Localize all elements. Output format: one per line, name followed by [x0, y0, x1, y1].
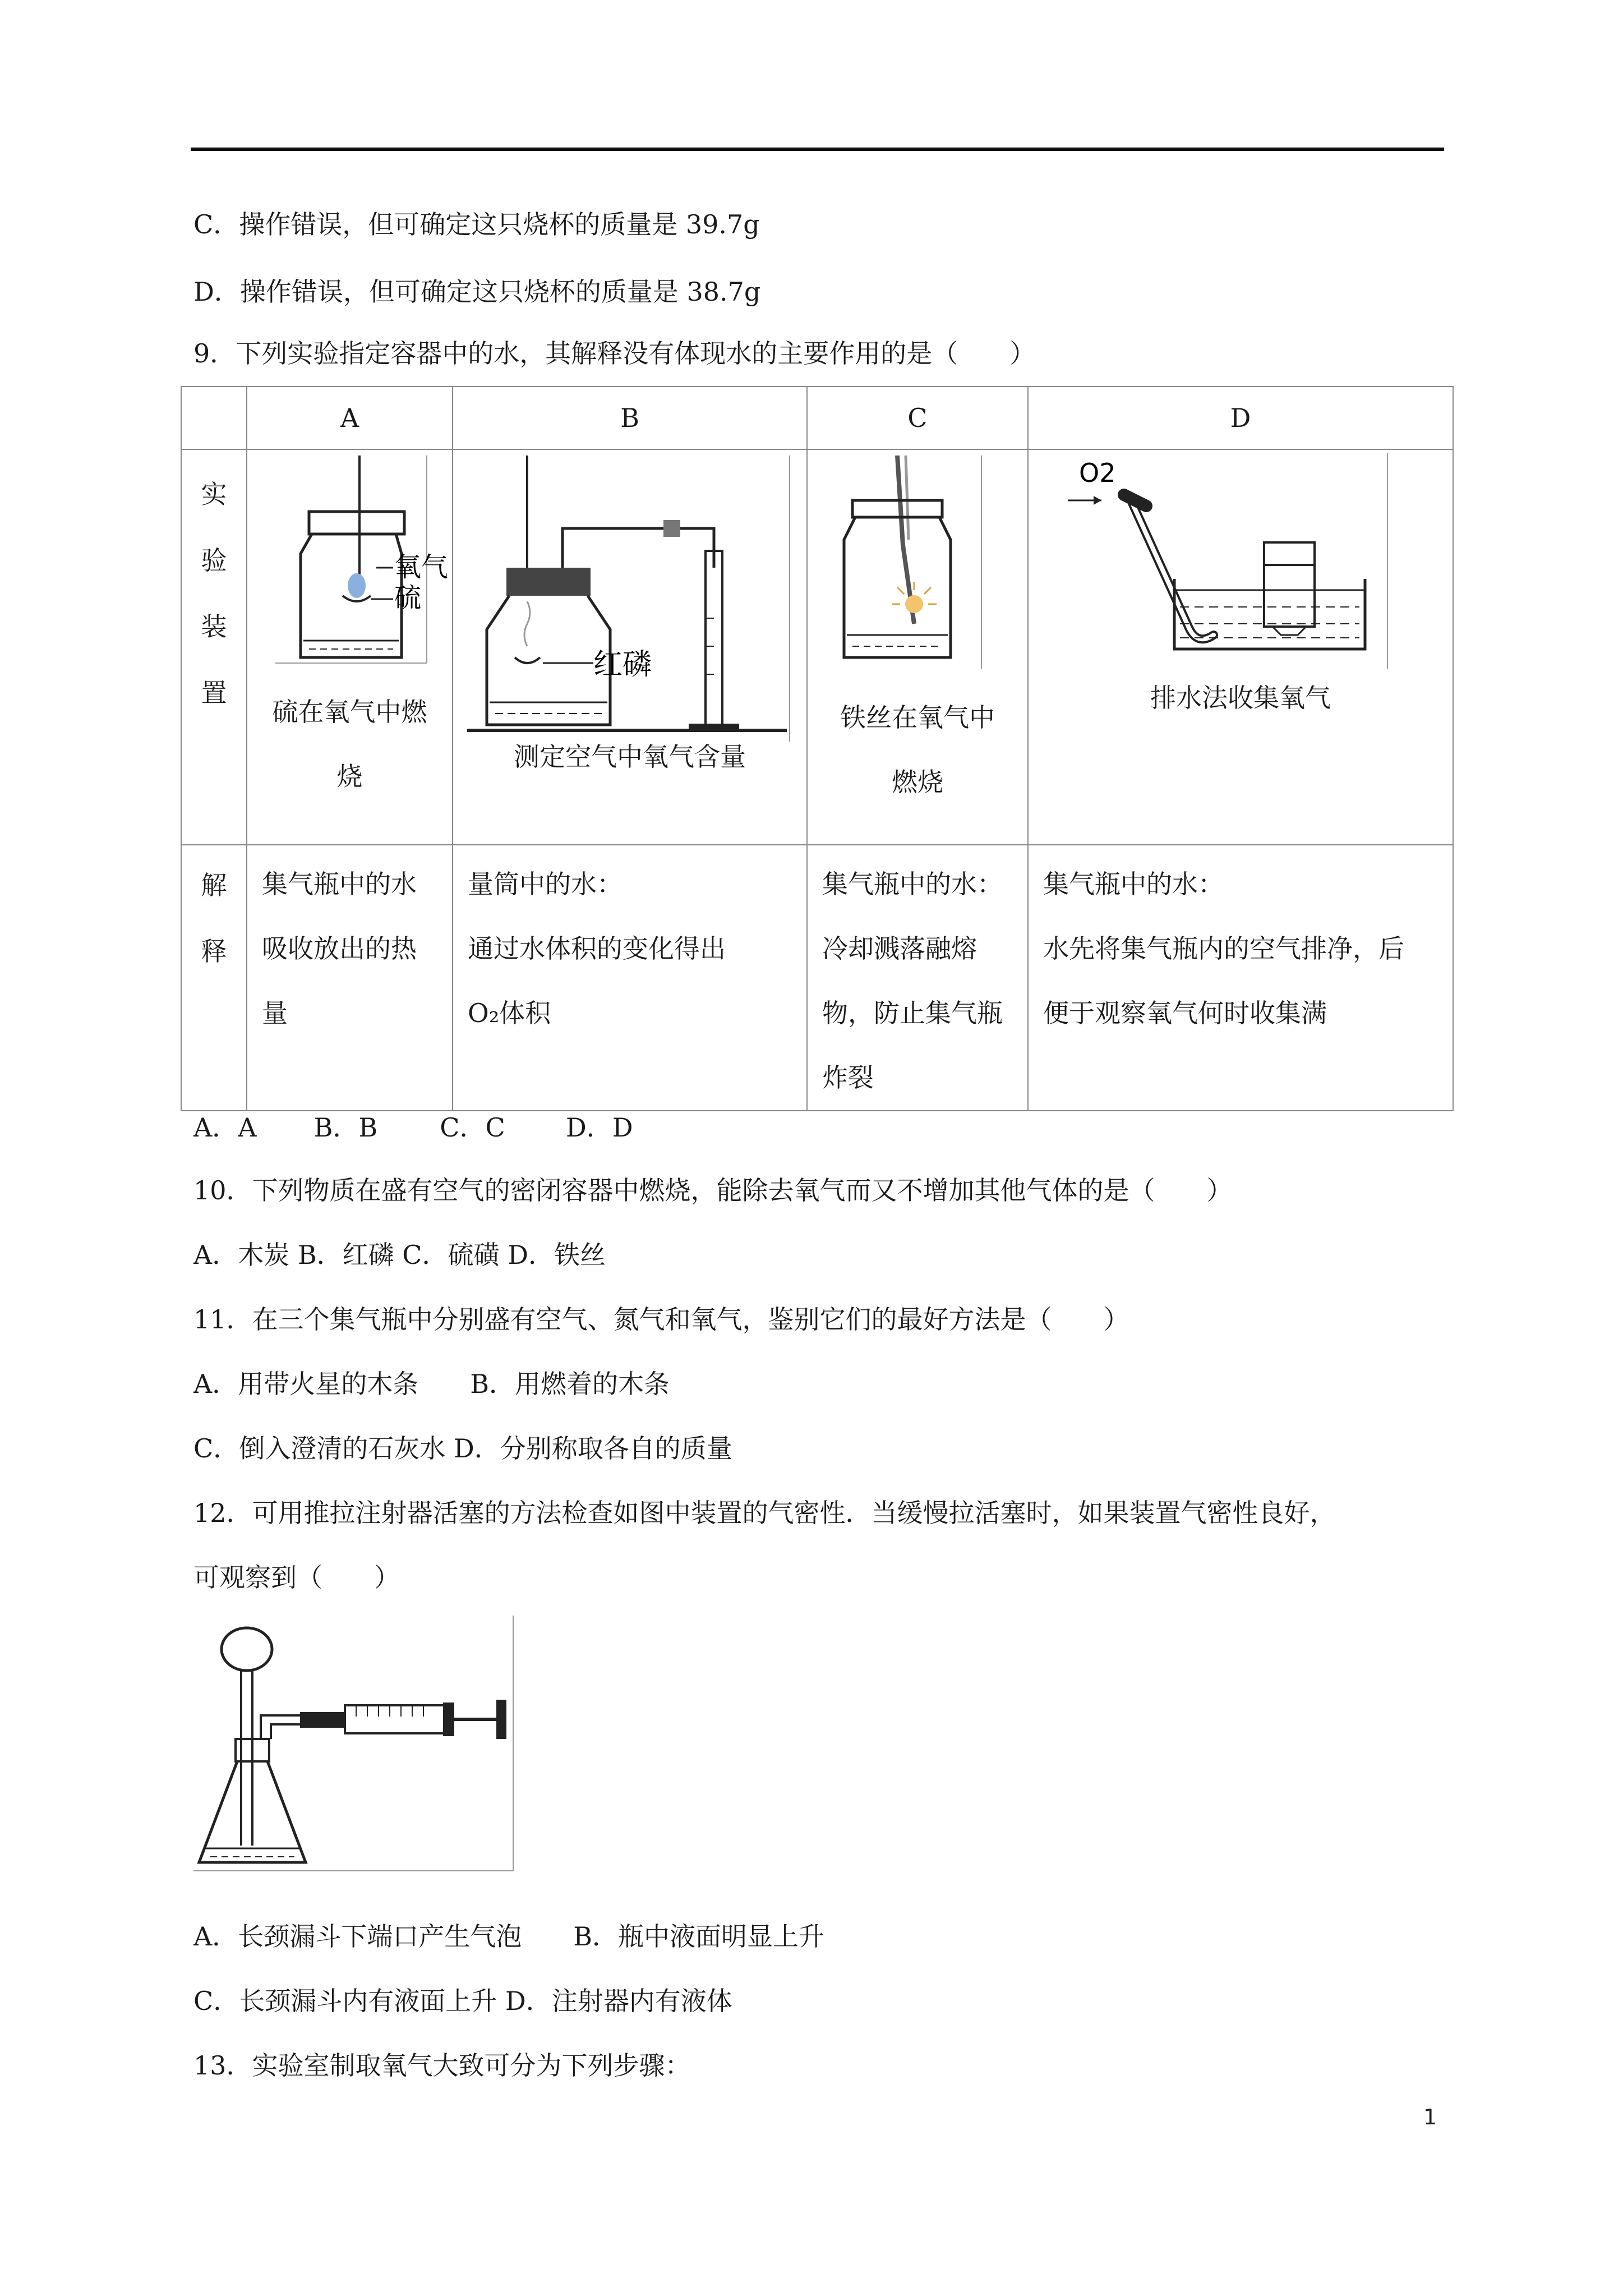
q12-stem-1: 12．可用推拉注射器活塞的方法检查如图中装置的气密性．当缓慢拉活塞时，如果装置气密性良好，: [193, 1498, 1336, 1528]
q8-option-d: D．操作错误，但可确定这只烧杯的质量是 38.7g: [193, 277, 761, 307]
q9-table: [181, 386, 1454, 1111]
explain-b: 量筒中的水： 通过水体积的变化得出 O₂体积: [453, 845, 807, 1111]
q12-options-1: A．长颈漏斗下端口产生气泡 B．瓶中液面明显上升: [193, 1921, 825, 1952]
cell-setup-c: [807, 449, 1028, 845]
q11-stem: 11．在三个集气瓶中分别盛有空气、氮气和氧气，鉴别它们的最好方法是（ ）: [193, 1304, 1129, 1335]
header-b: B: [453, 386, 807, 449]
header-a: A: [247, 386, 453, 449]
caption-a: 硫在氧气中燃 烧: [272, 697, 427, 792]
explain-c: 集气瓶中的水： 冷却溅落融熔 物，防止集气瓶 炸裂: [807, 845, 1028, 1111]
water-displacement-figure: [1062, 453, 1399, 671]
label-oxygen: 氧气: [394, 551, 449, 583]
header-rule: [191, 148, 1444, 151]
q10-stem: 10．下列物质在盛有空气的密闭容器中燃烧，能除去氧气而又不增加其他气体的是（ ）: [193, 1175, 1233, 1205]
q12-stem-2: 可观察到（ ）: [193, 1562, 400, 1593]
iron-wire-burning-figure: [830, 455, 998, 685]
q12-options-2: C．长颈漏斗内有液面上升 D．注射器内有液体: [193, 1986, 732, 2016]
q9-option-c[interactable]: C．C: [440, 1112, 505, 1143]
q9-stem: 9．下列实验指定容器中的水，其解释没有体现水的主要作用的是（ ）: [193, 338, 1036, 369]
q10-options: A．木炭 B．红磷 C．硫磺 D．铁丝: [193, 1240, 606, 1270]
q9-options: [193, 1111, 633, 1144]
label-red-phosphorus: 红磷: [593, 648, 652, 682]
header-d: D: [1028, 386, 1453, 449]
header-c: C: [807, 386, 1028, 449]
q9-setup-row: [181, 449, 1453, 845]
caption-c: 铁丝在氧气中 燃烧: [840, 702, 995, 797]
q9-option-d[interactable]: D．D: [565, 1112, 633, 1143]
cell-setup-b: [453, 449, 807, 845]
setup-row-label: 实 验 装 置: [181, 449, 247, 845]
cell-setup-a: [247, 449, 453, 845]
caption-b: 测定空气中氧气含量: [514, 742, 746, 772]
q9-option-b[interactable]: B．B: [313, 1112, 378, 1143]
q9-explain-row: [181, 845, 1453, 1111]
cell-setup-d: [1028, 449, 1453, 845]
q8-option-c: C．操作错误，但可确定这只烧杯的质量是 39.7g: [193, 209, 760, 240]
page-number: 1: [1423, 2105, 1437, 2129]
label-o2: O2: [1079, 458, 1116, 488]
sulfur-burning-figure: [259, 455, 449, 680]
label-sulfur: 硫: [394, 582, 422, 614]
phosphorus-burning-figure: [464, 455, 801, 742]
explain-row-label: 解 释: [181, 845, 247, 1111]
explain-d: 集气瓶中的水： 水先将集气瓶内的空气排净，后 便于观察氧气何时收集满: [1028, 845, 1453, 1111]
q9-option-a[interactable]: A．A: [193, 1112, 257, 1143]
q11-options-2: C．倒入澄清的石灰水 D．分别称取各自的质量: [193, 1433, 732, 1464]
caption-d: 排水法收集氧气: [1150, 683, 1331, 713]
q9-header-row: [181, 386, 1453, 449]
syringe-airtightness-figure: [193, 1616, 519, 1874]
q13-stem: 13．实验室制取氧气大致可分为下列步骤：: [193, 2050, 691, 2081]
q11-options-1: A．用带火星的木条 B．用燃着的木条: [193, 1369, 670, 1399]
explain-a: 集气瓶中的水 吸收放出的热 量: [247, 845, 453, 1111]
